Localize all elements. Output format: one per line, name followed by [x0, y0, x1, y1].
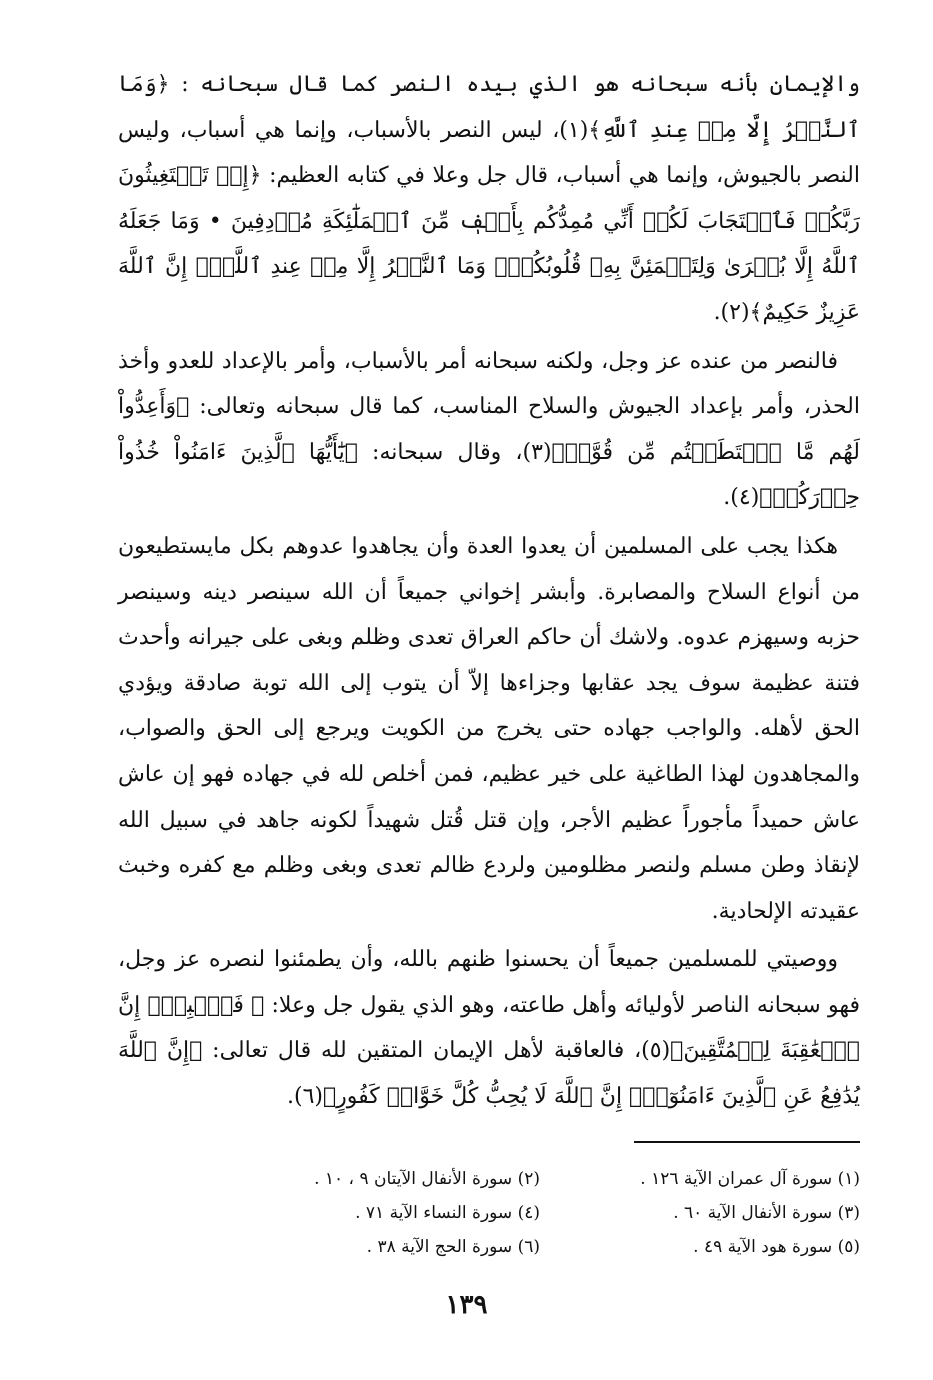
- paragraph-3: هكذا يجب على المسلمين أن يعدوا العدة وأن يجاهدوا عدوهم بكل مايستطيعون من أنواع السلاح والمصابرة. وأبشر إخواني جميعاً أن الله سينصر دينه وسينصر حزبه وسيهزم عدوه. ولاشك أن حاكم العراق تعدى وظلم وبغى على جيرانه وأحدث فتنة عظيمة سوف يجد عقابها وجزاءها إلاّ أن يتوب إلى الله توبة صادقة ويؤدي الحق لأهله. والواجب جهاده حتى يخرج من الكويت ويرجع إلى الحق والصواب، والمجاهدون لهذا الطاغية على خير عظيم، فمن أخلص لله في جهاده فهو إن عاش عاش حميداً مأجوراً عظيم الأجر، وإن قتل قُتل شهيداً لكونه جاهد في سبيل الله لإنقاذ وطن مسلم ولنصر مظلومين ولردع ظالم تعدى وبغى وظلم مع كفره وخبث عقيدته الإلحادية.: [118, 533, 860, 924]
- footnote-6: (٦) سورة الحج الآية ٣٨ .: [366, 1237, 540, 1257]
- paragraph-1: والإيمان بأنه سبحانه هو الذي بيده النصر كما قال سبحانه : ﴿وَمَا ٱلنَّصۡرُ إِلَّا مِنۡ عِندِ ٱللَّهِ﴾(١)، ليس النصر بالأسباب، وإنما هي أسباب، وليس النصر بالجيوش، وإنما هي أسباب، قال جل وعلا في كتابه العظيم: ﴿إِذۡ تَسۡتَغِيثُونَ رَبَّكُمۡ فَٱسۡتَجَابَ لَكُمۡ أَنِّي مُمِدُّكُم بِأَلۡفٖ مِّنَ ٱلۡمَلَٰٓئِكَةِ مُرۡدِفِينَ • وَمَا جَعَلَهُ ٱللَّهُ إِلَّا بُشۡرَىٰ وَلِتَطۡمَئِنَّ بِهِۦ قُلُوبُكُمۡۚ وَمَا ٱلنَّصۡرُ إِلَّا مِنۡ عِندِ ٱللَّهِۚ إِنَّ ٱللَّهَ عَزِيزٌ حَكِيمٌ﴾(٢).: [118, 72, 860, 325]
- footnote-row: [250, 1162, 860, 1196]
- footnote-row: [250, 1230, 860, 1264]
- footnotes: [250, 1162, 860, 1264]
- paragraph-4: ووصيتي للمسلمين جميعاً أن يحسنوا ظنهم بالله، وأن يطمئنوا لنصره عز وجل، فهو سبحانه الناصر لأوليائه وأهل طاعته، وهو الذي يقول جل وعلا: ﴿ فَٱصۡبِرۡۖ إِنَّ ٱلۡعَٰقِبَةَ لِلۡمُتَّقِينَ﴾(٥)، فالعاقبة لأهل الإيمان المتقين لله قال تعالى: ﴿إِنَّ ٱللَّهَ يُدَٰفِعُ عَنِ ٱلَّذِينَ ءَامَنُوٓاْۗ إِنَّ ٱللَّهَ لَا يُحِبُّ كُلَّ خَوَّانٖ كَفُورٍ﴾(٦).: [118, 947, 860, 1110]
- footnote-1: (١) سورة آل عمران الآية ١٢٦ .: [640, 1169, 860, 1189]
- main-text: [118, 62, 860, 1120]
- footnote-divider: [634, 1141, 860, 1143]
- footnote-5: (٥) سورة هود الآية ٤٩ .: [693, 1237, 860, 1257]
- paragraph-2: فالنصر من عنده عز وجل، ولكنه سبحانه أمر بالأسباب، وأمر بالإعداد للعدو وأخذ الحذر، وأمر بإعداد الجيوش والسلاح المناسب، كما قال سبحانه وتعالى: ﴿وَأَعِدُّواْ لَهُم مَّا ٱسۡتَطَعۡتُم مِّن قُوَّةٖ﴾(٣)، وقال سبحانه: ﴿يَٰٓأَيُّهَا ٱلَّذِينَ ءَامَنُواْ خُذُواْ حِذۡرَكُمۡ﴾(٤).: [118, 348, 860, 511]
- page-number: ١٣٩: [445, 1290, 488, 1320]
- footnote-3: (٣) سورة الأنفال الآية ٦٠ .: [673, 1203, 860, 1223]
- footnote-4: (٤) سورة النساء الآية ٧١ .: [355, 1203, 540, 1223]
- footnote-2: (٢) سورة الأنفال الآيتان ٩ ، ١٠ .: [314, 1169, 540, 1189]
- footnote-row: [250, 1196, 860, 1230]
